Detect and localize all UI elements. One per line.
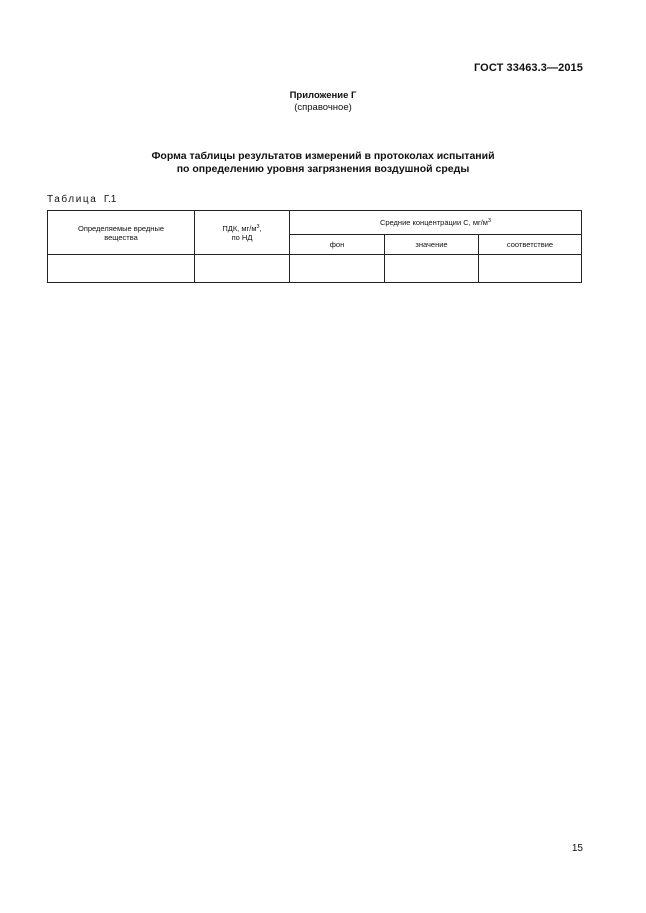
- table-cell: [385, 255, 479, 283]
- form-title-line-1: Форма таблицы результатов измерений в протоколах испытаний: [151, 150, 495, 162]
- header-mpc-label: ПДК, мг/м: [222, 223, 257, 233]
- appendix-title: Приложение Г: [289, 90, 357, 101]
- header-avg-conc-exponent: 3: [487, 218, 492, 224]
- header-avg-conc-label: Средние концентрации С, мг/м: [379, 218, 488, 227]
- table-cell: [48, 255, 195, 283]
- form-title: [0, 150, 646, 175]
- header-mpc-exponent: 3: [256, 223, 260, 230]
- results-table: [47, 210, 582, 283]
- table-row: [48, 255, 582, 283]
- appendix-kind: (справочное): [294, 102, 352, 113]
- table-caption-word: Таблица: [47, 194, 98, 205]
- page-number: 15: [571, 843, 583, 854]
- appendix-heading: [0, 90, 646, 114]
- standard-code: ГОСТ 33463.3—2015: [473, 62, 583, 74]
- table-header-row: [48, 211, 582, 235]
- header-substances-line-1: Определяемые вредные: [77, 223, 165, 233]
- header-substances-line-2: вещества: [104, 232, 138, 242]
- header-mpc-comma: ,: [259, 223, 262, 233]
- header-mpc: [195, 211, 290, 255]
- table-cell: [479, 255, 582, 283]
- header-substances: [48, 211, 195, 255]
- table-caption: [47, 194, 116, 205]
- header-mpc-line-2: по НД: [231, 232, 253, 242]
- form-title-line-2: по определению уровня загрязнения воздушной среды: [176, 162, 470, 175]
- header-background: фон: [290, 235, 385, 255]
- header-compliance: соответствие: [479, 235, 582, 255]
- table-cell: [195, 255, 290, 283]
- table-caption-number: Г.1: [103, 194, 117, 205]
- header-value: значение: [385, 235, 479, 255]
- table-cell: [290, 255, 385, 283]
- header-avg-concentrations: [290, 211, 582, 235]
